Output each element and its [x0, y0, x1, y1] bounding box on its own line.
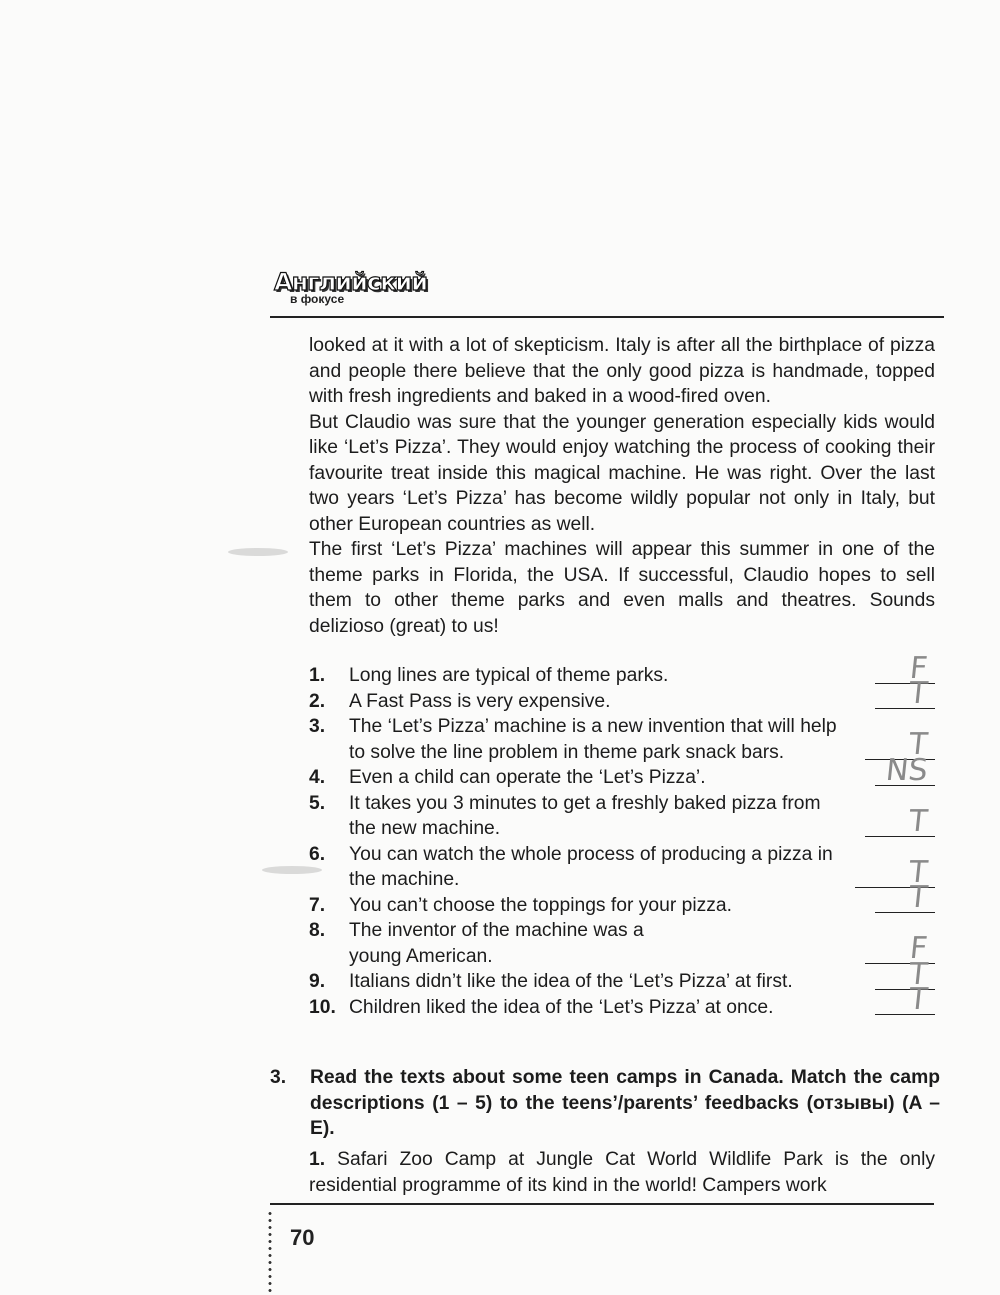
statement-number: 8. [309, 920, 326, 941]
task-number: 3. [270, 1067, 287, 1088]
answer-blank[interactable] [865, 803, 935, 839]
statement-item [309, 714, 935, 765]
statement-item [309, 791, 935, 842]
dotted-margin [268, 1210, 272, 1292]
handwritten-answer: T [906, 956, 929, 992]
handwritten-answer: T [906, 803, 929, 839]
handwritten-answer: T [906, 982, 929, 1017]
passage-paragraph: looked at it with a lot of skepticism. Italy is after all the birthplace of pizza and people there believe that the only good pizza is handmade, topped with fresh ingredients and baked in a wood-fired oven. [309, 335, 935, 407]
statement-item [309, 842, 935, 893]
statement-item [309, 650, 935, 689]
statement-text: It takes you 3 minutes to get a freshly baked pizza from the new machine. [349, 792, 821, 839]
handwritten-answer: T [906, 727, 929, 762]
task-3 [270, 1065, 940, 1142]
statement-number: 7. [309, 894, 326, 916]
statement-item [309, 880, 935, 919]
statement-number: 4. [309, 767, 326, 788]
statement-number: 2. [309, 690, 326, 712]
reading-passage [309, 333, 935, 639]
handwritten-answer: T [906, 676, 929, 711]
statement-number: 10. [309, 996, 336, 1018]
handwritten-answer: F [907, 931, 929, 966]
camp-text: Safari Zoo Camp at Jungle Cat World Wildlife Park is the only residential programme of its kind in the world! Campers work [309, 1149, 935, 1196]
statement-number: 6. [309, 843, 326, 865]
statement-item [309, 982, 935, 1021]
scan-smudge [228, 548, 288, 556]
answer-blank[interactable] [875, 752, 935, 788]
handwritten-answer: NS [883, 752, 929, 788]
statement-text: Children liked the idea of the ‘Let’s Pizza’ at once. [349, 996, 774, 1018]
statement-text: The inventor of the machine was a young American. [349, 920, 644, 967]
statement-item [309, 918, 935, 969]
statement-text: The ‘Let’s Pizza’ machine is a new invention that will help to solve the line problem in theme park snack bars. [349, 716, 837, 763]
answer-blank[interactable] [875, 982, 935, 1017]
statement-number: 5. [309, 792, 326, 814]
statement-text: A Fast Pass is very expensive. [349, 690, 611, 712]
logo-subtitle: в фокусе [290, 292, 345, 306]
true-false-statements [309, 650, 935, 1020]
statement-text: You can watch the whole process of producing a pizza in the machine. [349, 843, 833, 890]
footer-rule [270, 1203, 934, 1205]
handwritten-answer: F [907, 650, 929, 686]
statement-text: Even a child can operate the ‘Let’s Pizza’. [349, 767, 706, 788]
passage-paragraph: The first ‘Let’s Pizza’ machines will appear this summer in one of the theme parks in Florida, the USA. If successful, Claudio hopes to sell them to other theme parks and even malls and theatres. Sounds delizioso (great) to us! [309, 539, 935, 637]
statement-number: 9. [309, 971, 326, 992]
scan-smudge [262, 866, 322, 874]
camp-description-1 [309, 1147, 935, 1198]
answer-blank[interactable] [875, 880, 935, 915]
task-instructions: Read the texts about some teen camps in Canada. Match the camp descriptions (1 – 5) to the teens’/parents’ feedbacks (отзывы) (A – E). [310, 1067, 940, 1139]
handwritten-answer: T [906, 880, 929, 915]
camp-number: 1. [309, 1149, 326, 1170]
statement-item [309, 752, 935, 791]
statement-number: 1. [309, 665, 326, 686]
series-logo [274, 268, 428, 312]
statement-item [309, 676, 935, 715]
answer-blank[interactable] [875, 676, 935, 711]
handwritten-answer: T [906, 854, 929, 890]
statement-number: 3. [309, 716, 326, 737]
statement-text: You can’t choose the toppings for your pizza. [349, 894, 733, 916]
statement-item [309, 956, 935, 995]
logo-title: Английский [274, 268, 428, 296]
passage-paragraph: But Claudio was sure that the younger generation especially kids would like ‘Let’s Pizza’. They would enjoy watching the process of cooking their favourite treat inside this magical machine. He was right. Over the last two years ‘Let’s Pizza’ has become wildly popular not only in Italy, but other European countries as well. [309, 411, 935, 535]
statement-text: Italians didn’t like the idea of the ‘Let’s Pizza’ at first. [349, 971, 793, 992]
statement-text: Long lines are typical of theme parks. [349, 665, 669, 686]
page-number: 70 [290, 1225, 315, 1250]
header-rule [270, 316, 944, 318]
